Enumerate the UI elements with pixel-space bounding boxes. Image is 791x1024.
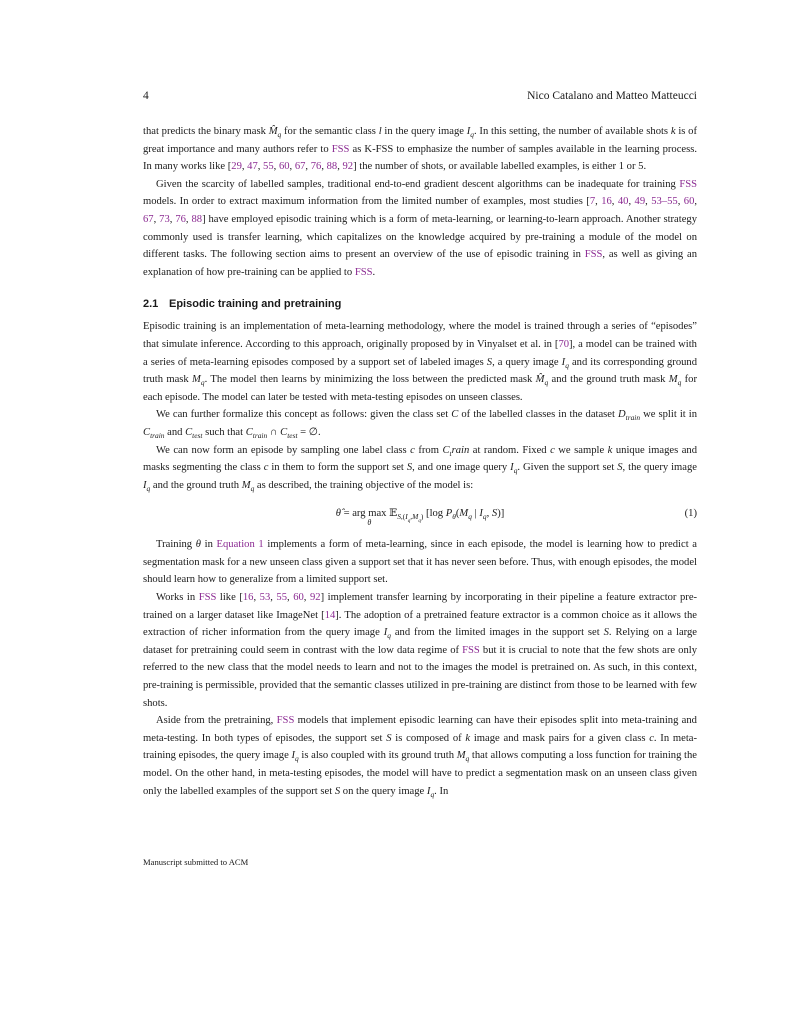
paragraph: Episodic training is an implementation of meta-learning methodology, where the model is trained through a series of “episodes” that simulate inference. According to this approach, originally proposed by in Vinyalset et al. in [70], a model can be trained with a series of meta-learning episodes composed by a support set of labeled images S, a query image $I_q$ and its corresponding ground truth mask $M_q$. The model then learns by minimizing the loss between the predicted mask $M̂_q$ and the ground truth mask $M_q$ for each episode. The model can later be tested with meta-testing episodes on unseen classes. [143,321,698,403]
paragraph: We can further formalize this concept as follows: given the class set C of the labelled classes in the dataset $D_{train}$ we split it in $C_{train}$ and $C_{test}$ such that $C_{train}$ ∩ $C_{test}$ = ∅. [143,409,697,440]
footer: Manuscript submitted to ACM [143,857,249,867]
paragraph: Aside from the pretraining, FSS models that implement episodic learning can have their episodes split into meta-training and meta-testing. In both types of episodes, the support set S is composed of k image and mask pairs for a given class c. In meta-training episodes, the query image $I_q$ is also coupled with its ground truth $M_q$ that allows computing a loss function for training the model. On the other hand, in meta-testing episodes, the model will have to predict a segmentation mask on an unseen class given only the labelled examples of the support set S on the query image $I_q$. In [143,715,697,799]
citation-link[interactable]: 47 [247,161,258,173]
citation-link[interactable]: 76 [175,213,186,225]
citation-link[interactable]: 16 [601,196,612,208]
paragraph: We can now form an episode by sampling one label class c from $C_train$ at random. Fixed c we sample k unique images and masks segmenting the class c in them to form the support set S, and one image query $I_q$. Given the support set S, the query image $I_q$ and the ground truth $M_q$ as described, the training objective of the model is: [143,444,698,493]
citation-link[interactable]: 29 [231,161,242,173]
citation-link[interactable]: 7 [589,196,596,208]
citation-link[interactable]: 55 [263,161,274,173]
citation-link[interactable]: 76 [310,161,322,173]
citation-link[interactable]: 60 [293,592,304,604]
citation-link[interactable]: 49 [634,196,646,208]
paragraph: Works in FSS like [16, 53, 55, 60, 92] implement transfer learning by incorporating in their pipeline a feature extractor pre-trained on a larger dataset like ImageNet [14]. The adoption of a pretrained feature extractor is a common choice as it allows the extraction of richer information from the query image $I_q$ and from the limited images in the support set S. Relying on a large dataset for pretraining could seem in contrast with the low data regime of FSS but it is crucial to note that the few shots are only referred to the new class that the model needs to learn and not to the images the model is pretrained on. As such, in this context, pre-training is permissible, provided that the semantic classes utilized in pre-training are distinct from those to be learned with few shots. [143,592,698,709]
acronym-link[interactable]: FSS [198,592,217,604]
citation-link[interactable]: 14 [324,609,336,621]
section-title: Episodic training and pretraining [169,298,342,311]
equation [143,502,697,530]
running-head-authors: Nico Catalano and Matteo Matteucci [527,90,697,102]
acronym-link[interactable]: FSS [331,143,350,155]
citation-link[interactable]: 88 [326,161,338,173]
section-heading [143,296,697,313]
acronym-link[interactable]: FSS [584,249,603,261]
acronym-link[interactable]: FSS [462,644,480,656]
citation-link[interactable]: 55 [276,592,288,604]
citation-link[interactable]: 53 [259,592,271,604]
equation-link[interactable]: Equation 1 [216,539,264,551]
equation-body: θ̂ = arg max θ 𝔼$_{S,(I_q,M_q)}$ [log $P_\theta(M_q$ | $I_q$, S)] [335,508,505,528]
body-text [143,123,697,800]
citation-link[interactable]: 40 [617,196,629,208]
citation-link[interactable]: 70 [558,338,570,350]
equation-number: (1) [684,508,697,520]
acronym-link[interactable]: FSS [276,715,295,727]
citation-link[interactable]: 67 [294,161,306,173]
section-number: 2.1 [143,298,159,311]
citation-link[interactable]: 92 [342,161,354,173]
acronym-link[interactable]: FSS [679,178,697,190]
citation-link[interactable]: 60 [278,161,290,173]
page-number: 4 [143,90,149,102]
paragraph: Training θ in Equation 1 implements a form of meta-learning, since in each episode, the model is learning how to predict a segmentation mask for a new unseen class given a support set that it has never seen before. Thus, with enough episodes, the model should learn how to generalize from a limited support set. [143,539,697,586]
citation-link[interactable]: 88 [191,213,203,225]
paragraph: that predicts the binary mask $M̂_q$ for the semantic class l in the query image $I_q$. In this setting, the number of available shots k is of great importance and many authors refer to FSS as K-FSS to emphasize the number of samples available in the learning process. In many works like [29, 47, 55, 60, 67, 76, 88, 92] the number of shots, or available labelled examples, is either 1 or 5. [143,126,698,173]
citation-link[interactable]: 92 [309,592,321,604]
citation-link[interactable]: 67 [143,213,154,225]
paragraph: Given the scarcity of labelled samples, traditional end-to-end gradient descent algorithms can be inadequate for training FSS models. In order to extract maximum information from the limited number of examples, most studies [7, 16, 40, 49, 53–55, 60, 67, 73, 76, 88] have employed episodic training which is a form of meta-learning, or learning-to-learn approach. Another strategy commonly used is transfer learning, which capitalizes on the knowledge acquired by pre-training a module of the model on different tasks. The following section aims to present an overview of the use of episodic training in FSS, as well as giving an explanation of how pre-training can be applied to FSS. [143,178,698,278]
acronym-link[interactable]: FSS [354,266,373,278]
citation-link[interactable]: 53–55 [651,196,678,208]
citation-link[interactable]: 16 [242,592,254,604]
citation-link[interactable]: 60 [683,196,695,208]
citation-link[interactable]: 73 [159,213,170,225]
